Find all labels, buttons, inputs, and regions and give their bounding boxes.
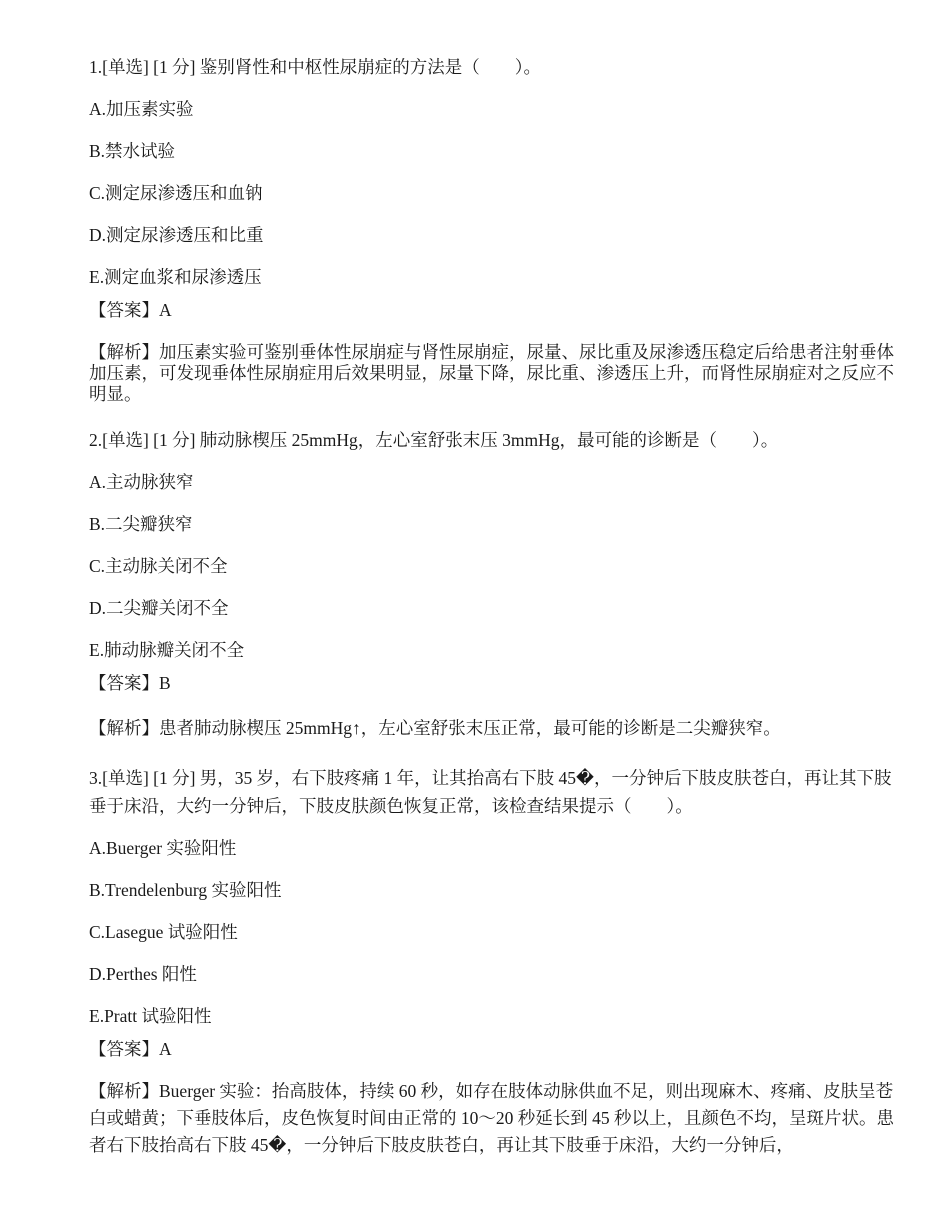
document-page — [89, 54, 905, 1159]
answer: 【答案】A — [89, 300, 172, 320]
option-d: D.二尖瓣关闭不全 — [89, 598, 229, 618]
analysis: 【解析】患者肺动脉楔压 25mmHg↑，左心室舒张末压正常，最可能的诊断是二尖瓣狭窄。 — [89, 718, 781, 738]
option-c: C.Lasegue 试验阳性 — [89, 922, 238, 942]
option-c: C.测定尿渗透压和血钠 — [89, 183, 263, 203]
question-stem: 1.[单选] [1 分] 鉴别肾性和中枢性尿崩症的方法是（ ）。 — [89, 57, 542, 77]
analysis: 【解析】Buerger 实验：抬高肢体，持续 60 秒，如存在肢体动脉供血不足，则出现麻木、疼痛、皮肤呈苍白或蜡黄；下垂肢体后，皮色恢复时间由正常的 10～20 秒延长到 45 秒以上，且颜色不均，呈斑片状。患者右下肢抬高右下肢 45�，一分钟后下肢皮肤苍白，再让其下肢垂于床沿，大约一分钟后， — [89, 1081, 894, 1155]
question-stem: 2.[单选] [1 分] 肺动脉楔压 25mmHg，左心室舒张末压 3mmHg，最可能的诊断是（ ）。 — [89, 430, 779, 450]
option-a: A.主动脉狭窄 — [89, 472, 194, 492]
option-a: A.Buerger 实验阳性 — [89, 838, 237, 858]
analysis: 【解析】加压素实验可鉴别垂体性尿崩症与肾性尿崩症，尿量、尿比重及尿渗透压稳定后给患者注射垂体加压素，可发现垂体性尿崩症用后效果明显，尿量下降，尿比重、渗透压上升，而肾性尿崩症对之反应不明显。 — [89, 342, 894, 404]
option-d: D.测定尿渗透压和比重 — [89, 225, 264, 245]
option-b: B.二尖瓣狭窄 — [89, 514, 193, 534]
question-2 — [89, 427, 905, 742]
option-d: D.Perthes 阳性 — [89, 964, 197, 984]
answer: 【答案】A — [89, 1039, 172, 1059]
option-e: E.Pratt 试验阳性 — [89, 1006, 212, 1026]
option-a: A.加压素实验 — [89, 99, 194, 119]
option-b: B.禁水试验 — [89, 141, 176, 161]
answer: 【答案】B — [89, 673, 171, 693]
option-b: B.Trendelenburg 实验阳性 — [89, 880, 282, 900]
question-stem: 3.[单选] [1 分] 男，35 岁，右下肢疼痛 1 年，让其抬高右下肢 45�，一分钟后下肢皮肤苍白，再让其下肢垂于床沿，大约一分钟后，下肢皮肤颜色恢复正常，该检查结果提示（ ）。 — [89, 768, 892, 816]
option-e: E.肺动脉瓣关闭不全 — [89, 640, 245, 660]
question-1 — [89, 54, 905, 405]
option-e: E.测定血浆和尿渗透压 — [89, 267, 262, 287]
option-c: C.主动脉关闭不全 — [89, 556, 228, 576]
question-3 — [89, 764, 905, 1159]
